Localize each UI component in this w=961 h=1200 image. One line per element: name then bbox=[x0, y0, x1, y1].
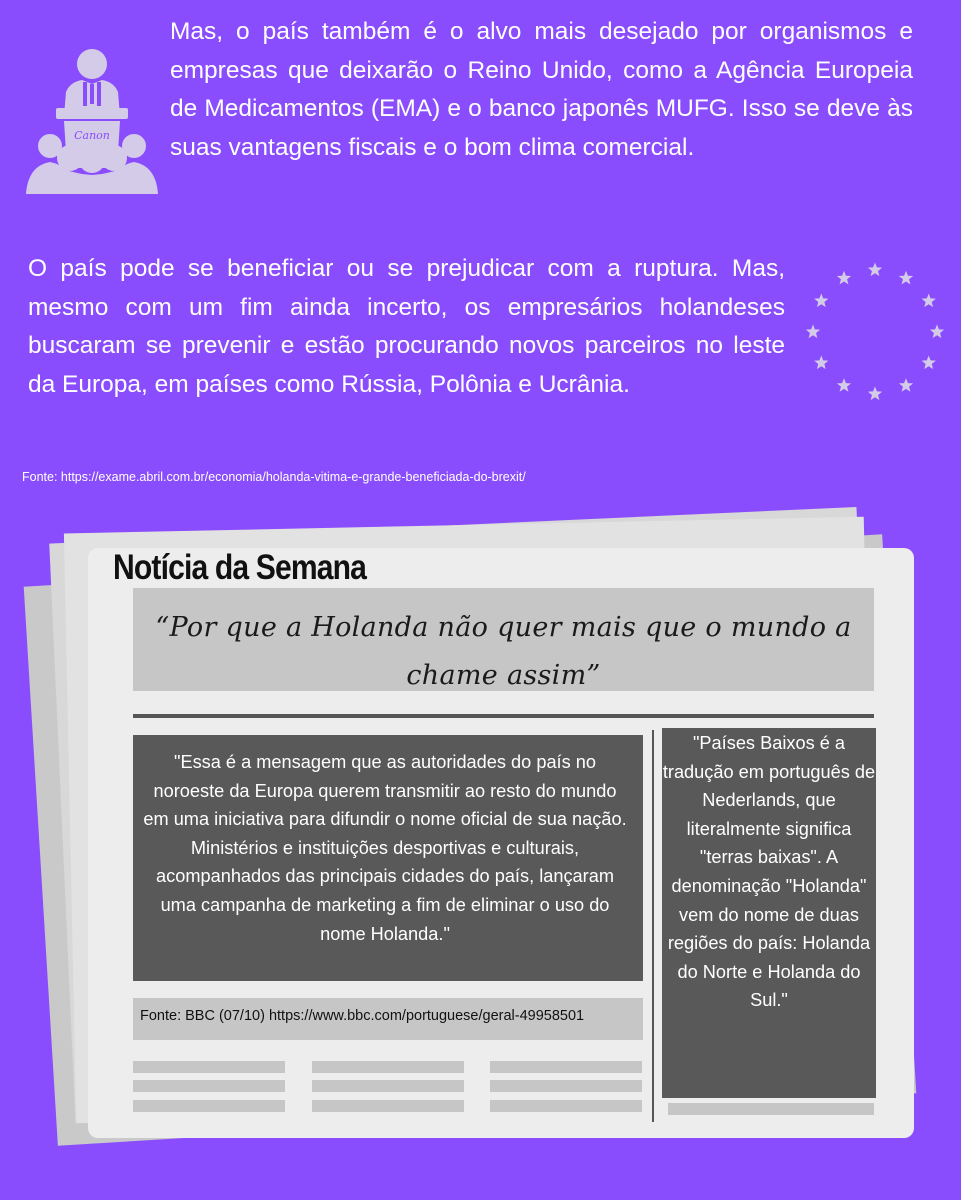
newspaper-title: Notícia da Semana bbox=[113, 548, 367, 587]
headline-quote: “Por que a Holanda não quer mais que o mundo a chame assim” bbox=[155, 612, 852, 691]
star-icon bbox=[922, 294, 936, 308]
star-icon bbox=[868, 263, 882, 277]
placeholder-line bbox=[312, 1061, 464, 1073]
placeholder-line bbox=[133, 1061, 285, 1073]
star-icon bbox=[899, 378, 913, 392]
right-column-text: "Países Baixos é a tradução em português de Nederlands, que literalmente significa "terras baixas". A denominação "Holanda" vem do nome de duas regiões do país: Holanda do Norte e Holanda do Sul." bbox=[662, 733, 876, 1011]
eu-stars-circle-icon bbox=[800, 262, 950, 412]
star-icon bbox=[814, 294, 828, 308]
placeholder-line bbox=[312, 1100, 464, 1112]
placeholder-line bbox=[490, 1061, 642, 1073]
placeholder-line bbox=[133, 1080, 285, 1092]
star-icon bbox=[922, 356, 936, 370]
star-icon bbox=[930, 325, 944, 339]
star-icon bbox=[806, 325, 820, 339]
divider bbox=[133, 714, 874, 718]
star-icon bbox=[814, 356, 828, 370]
placeholder-line bbox=[133, 1100, 285, 1112]
intro-paragraph-1: Mas, o país também é o alvo mais desejado por organismos e empresas que deixarão o Reino Unido, como a Agência Europeia de Medicamentos (EMA) e o banco japonês MUFG. Isso se deve às suas vantagens fiscais e o bom clima comercial. bbox=[170, 18, 913, 161]
intro-paragraph-2: O país pode se beneficiar ou se prejudicar com a ruptura. Mas, mesmo com um fim ainda incerto, os empresários holandeses buscaram se prevenir e estão procurando novos parceiros no leste da Europa, em países como Rússia, Polônia e Ucrânia. bbox=[28, 255, 785, 398]
speaker-podium-icon bbox=[26, 44, 158, 194]
star-icon bbox=[868, 387, 882, 401]
star-icon bbox=[837, 378, 851, 392]
placeholder-line bbox=[490, 1080, 642, 1092]
placeholder-line bbox=[312, 1080, 464, 1092]
star-icon bbox=[899, 271, 913, 285]
placeholder-line bbox=[490, 1100, 642, 1112]
source-link[interactable]: Fonte: https://exame.abril.com.br/economia/holanda-vitima-e-grande-beneficiada-do-brexit/ bbox=[22, 470, 526, 484]
column-divider bbox=[652, 730, 654, 1122]
star-icon bbox=[837, 271, 851, 285]
podium-label: Canon bbox=[74, 129, 110, 142]
left-column-text: "Essa é a mensagem que as autoridades do país no noroeste da Europa querem transmitir ao resto do mundo em uma iniciativa para difundir o nome oficial de sua nação. Ministérios e instituições desportivas e culturais, acompanhados das principais cidades do país, lançaram uma campanha de marketing a fim de eliminar o uso do nome Holanda." bbox=[143, 752, 627, 944]
bbc-source-link[interactable]: Fonte: BBC (07/10) https://www.bbc.com/portuguese/geral-49958501 bbox=[140, 1008, 585, 1024]
placeholder-line bbox=[668, 1103, 874, 1115]
